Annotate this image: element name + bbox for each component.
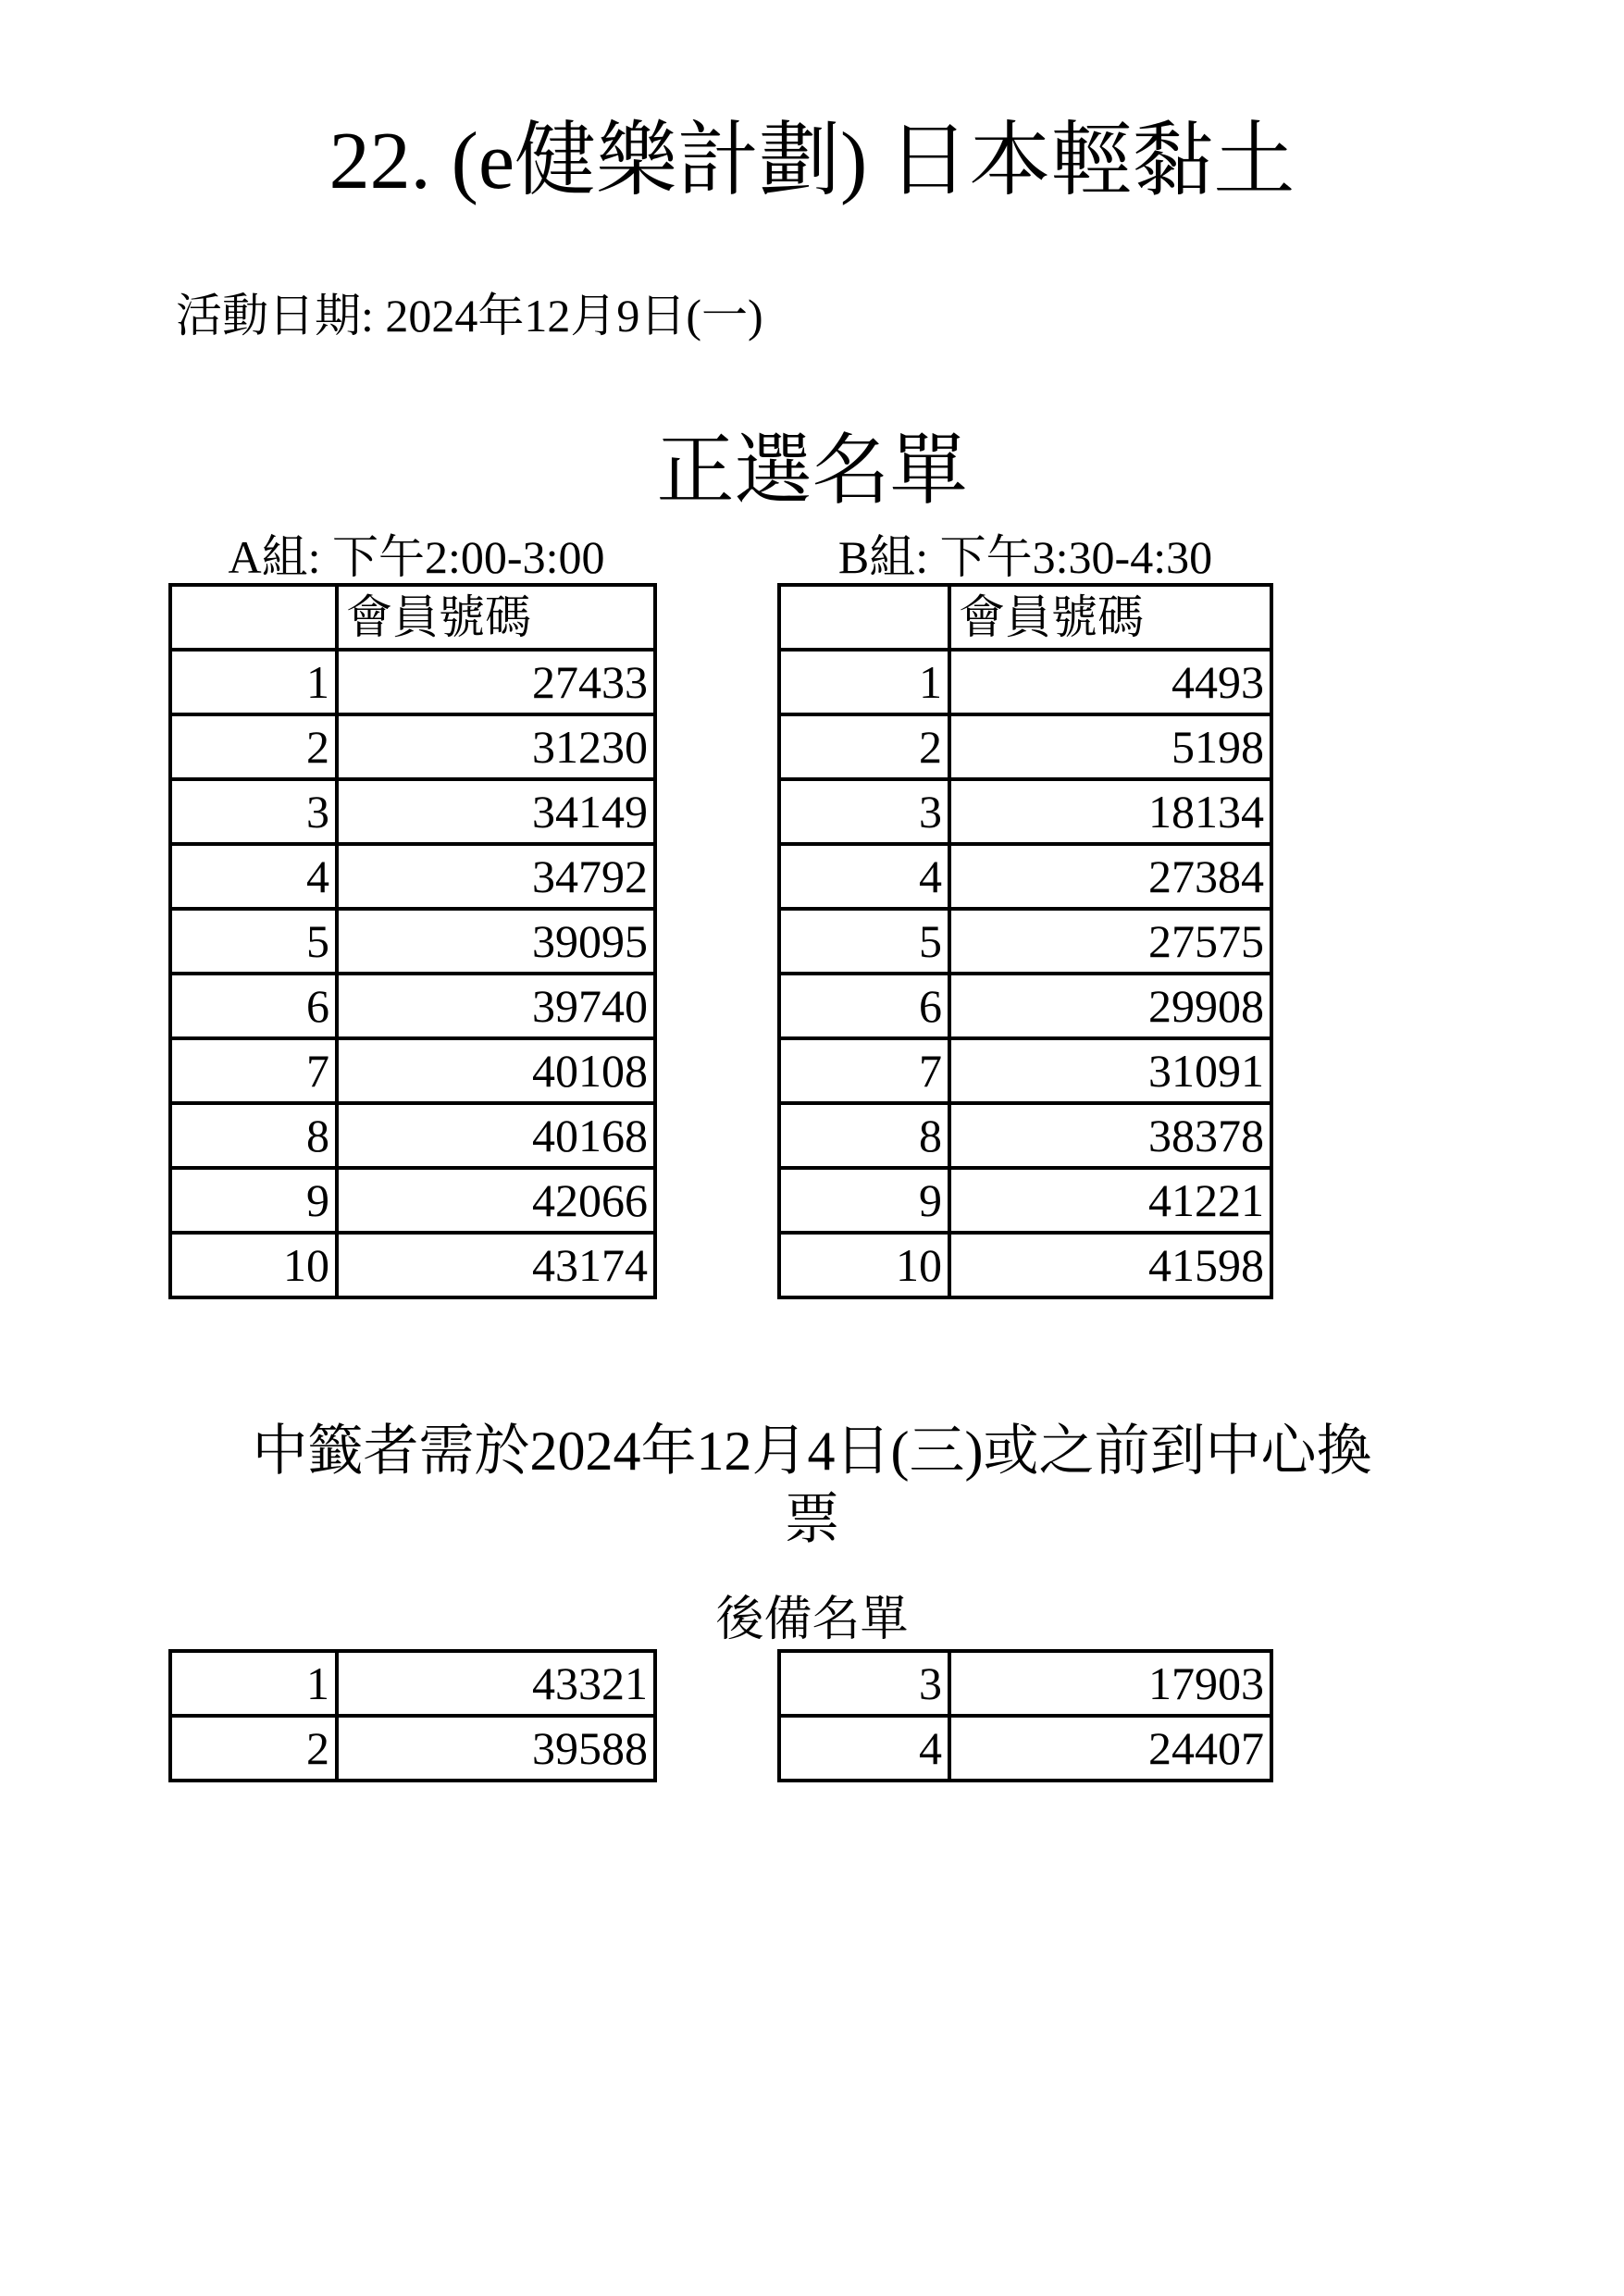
member-number: 31091 (949, 1038, 1271, 1103)
waitlist-right-table (777, 1649, 1273, 1782)
selected-list-heading: 正選名單 (656, 428, 968, 515)
member-number: 43321 (337, 1651, 655, 1716)
table-row (170, 844, 655, 909)
member-number: 40168 (337, 1103, 655, 1168)
row-index: 2 (170, 714, 337, 779)
table-row (170, 974, 655, 1038)
table-row (170, 1168, 655, 1233)
row-index: 8 (170, 1103, 337, 1168)
table-row (779, 779, 1271, 844)
member-number: 27384 (949, 844, 1271, 909)
table-row (170, 1651, 655, 1716)
waitlist-left-table (168, 1649, 657, 1782)
page-title: 22. (e健樂計劃) 日本輕黏土 (329, 117, 1295, 206)
member-number: 24407 (949, 1716, 1271, 1781)
row-index: 2 (779, 714, 949, 779)
table-row (779, 650, 1271, 714)
member-number: 43174 (337, 1233, 655, 1297)
member-number: 27575 (949, 909, 1271, 974)
header-index-cell (170, 585, 337, 650)
table-row (779, 1168, 1271, 1233)
member-number: 39740 (337, 974, 655, 1038)
table-row (779, 1038, 1271, 1103)
table-row (170, 1233, 655, 1297)
row-index: 4 (779, 1716, 949, 1781)
member-number: 29908 (949, 974, 1271, 1038)
member-number: 4493 (949, 650, 1271, 714)
table-row (779, 974, 1271, 1038)
table-row (779, 714, 1271, 779)
row-index: 10 (170, 1233, 337, 1297)
row-index: 1 (170, 1651, 337, 1716)
table-header-row (170, 585, 655, 650)
member-number: 5198 (949, 714, 1271, 779)
group-a-table (168, 583, 657, 1299)
row-index: 7 (170, 1038, 337, 1103)
member-number: 41598 (949, 1233, 1271, 1297)
table-row (170, 1038, 655, 1103)
table-row (779, 844, 1271, 909)
row-index: 10 (779, 1233, 949, 1297)
row-index: 4 (779, 844, 949, 909)
row-index: 1 (779, 650, 949, 714)
table-row (779, 1651, 1271, 1716)
table-row (779, 1716, 1271, 1781)
table-row (779, 1103, 1271, 1168)
group-b-table (777, 583, 1273, 1299)
member-number: 39588 (337, 1716, 655, 1781)
member-number: 40108 (337, 1038, 655, 1103)
row-index: 5 (170, 909, 337, 974)
row-index: 9 (779, 1168, 949, 1233)
group-a-label: A組: 下午2:00-3:00 (228, 531, 605, 583)
member-number-header: 會員號碼 (337, 585, 655, 650)
table-row (170, 714, 655, 779)
table-row (170, 779, 655, 844)
row-index: 1 (170, 650, 337, 714)
member-number: 18134 (949, 779, 1271, 844)
member-number: 39095 (337, 909, 655, 974)
member-number: 34792 (337, 844, 655, 909)
member-number: 27433 (337, 650, 655, 714)
row-index: 2 (170, 1716, 337, 1781)
row-index: 3 (779, 1651, 949, 1716)
member-number: 42066 (337, 1168, 655, 1233)
row-index: 6 (779, 974, 949, 1038)
table-row (779, 1233, 1271, 1297)
row-index: 7 (779, 1038, 949, 1103)
row-index: 3 (170, 779, 337, 844)
waitlist-heading: 後備名單 (715, 1594, 909, 1646)
row-index: 4 (170, 844, 337, 909)
event-date: 活動日期: 2024年12月9日(一) (176, 290, 763, 341)
member-number: 41221 (949, 1168, 1271, 1233)
table-row (170, 1103, 655, 1168)
member-number: 17903 (949, 1651, 1271, 1716)
row-index: 9 (170, 1168, 337, 1233)
table-row (170, 1716, 655, 1781)
row-index: 3 (779, 779, 949, 844)
table-header-row (779, 585, 1271, 650)
table-row (170, 909, 655, 974)
ticket-exchange-notice-line2: 票 (784, 1489, 840, 1550)
member-number: 38378 (949, 1103, 1271, 1168)
table-row (170, 650, 655, 714)
member-number: 34149 (337, 779, 655, 844)
table-row (779, 909, 1271, 974)
header-index-cell (779, 585, 949, 650)
member-number-header: 會員號碼 (949, 585, 1271, 650)
member-number: 31230 (337, 714, 655, 779)
group-b-label: B組: 下午3:30-4:30 (837, 531, 1213, 583)
row-index: 6 (170, 974, 337, 1038)
row-index: 5 (779, 909, 949, 974)
row-index: 8 (779, 1103, 949, 1168)
ticket-exchange-notice: 中籤者需於2024年12月4日(三)或之前到中心換 (252, 1421, 1372, 1482)
